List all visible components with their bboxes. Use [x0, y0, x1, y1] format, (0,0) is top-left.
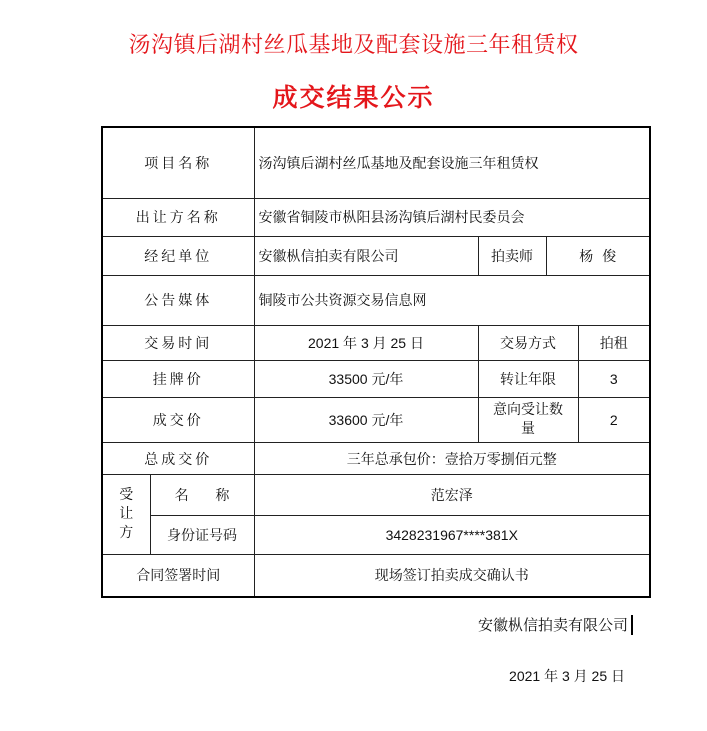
trade-method-label: 交易方式: [478, 325, 578, 361]
transfer-years-value: 3: [578, 361, 650, 398]
id-value: 3428231967****381X: [254, 515, 650, 554]
intended-count-label: 意向受让数量: [478, 398, 578, 443]
media-label: 公告媒体: [102, 275, 254, 325]
total-price-value: 三年总承包价：壹拾万零捌佰元整: [254, 443, 650, 475]
listing-price-value: 33500 元/年: [254, 361, 478, 398]
row-trade-time: [102, 325, 650, 361]
contract-time-value: 现场签订拍卖成交确认书: [254, 554, 650, 597]
name-label: 名 称: [150, 474, 254, 515]
listing-price-label: 挂牌价: [102, 361, 254, 398]
row-deal-price: [102, 398, 650, 443]
transferee-label: 受让方: [102, 474, 150, 554]
name-value: 范宏泽: [254, 474, 650, 515]
signing-date: 2021 年 3 月 25 日: [509, 668, 625, 684]
transferor-value: 安徽省铜陵市枞阳县汤沟镇后湖村民委员会: [254, 199, 650, 237]
row-total-price: [102, 443, 650, 475]
trade-time-value: 2021 年 3 月 25 日: [254, 325, 478, 361]
trade-time-label: 交易时间: [102, 325, 254, 361]
media-value: 铜陵市公共资源交易信息网: [254, 275, 650, 325]
row-broker: [102, 236, 650, 275]
result-table: [101, 126, 651, 598]
signing-company: 安徽枞信拍卖有限公司: [478, 615, 633, 635]
document-title: 汤沟镇后湖村丝瓜基地及配套设施三年租赁权: [128, 33, 579, 58]
id-label: 身份证号码: [150, 515, 254, 554]
row-transferee-id: [102, 515, 650, 554]
deal-price-value: 33600 元/年: [254, 398, 478, 443]
row-transferee-name: [102, 474, 650, 515]
deal-price-label: 成交价: [102, 398, 254, 443]
project-name-label: 项目名称: [102, 127, 254, 199]
row-transferor: [102, 199, 650, 237]
trade-method-value: 拍租: [578, 325, 650, 361]
contract-time-label: 合同签署时间: [102, 554, 254, 597]
transfer-years-label: 转让年限: [478, 361, 578, 398]
row-contract-time: [102, 554, 650, 597]
row-media: [102, 275, 650, 325]
transferor-label: 出让方名称: [102, 199, 254, 237]
auctioneer-value: 杨 俊: [546, 236, 650, 275]
document-subtitle: 成交结果公示: [272, 83, 435, 112]
broker-value: 安徽枞信拍卖有限公司: [254, 236, 478, 275]
broker-label: 经纪单位: [102, 236, 254, 275]
project-name-value: 汤沟镇后湖村丝瓜基地及配套设施三年租赁权: [254, 127, 650, 199]
row-listing-price: [102, 361, 650, 398]
total-price-label: 总成交价: [102, 443, 254, 475]
row-project-name: [102, 127, 650, 199]
intended-count-value: 2: [578, 398, 650, 443]
auctioneer-label: 拍卖师: [478, 236, 546, 275]
